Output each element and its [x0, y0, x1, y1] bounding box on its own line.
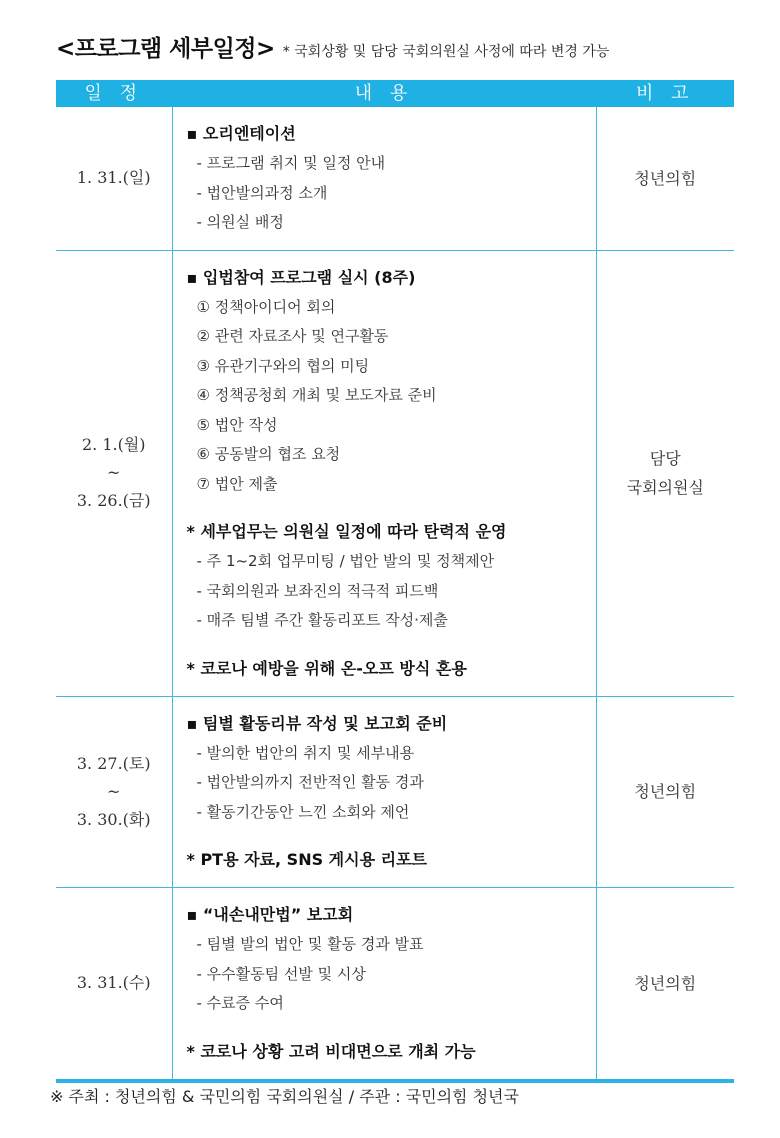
table-row [56, 888, 734, 1081]
header-content: 내 용 [172, 80, 596, 107]
schedule-remark [596, 107, 734, 250]
schedule-content [172, 107, 596, 250]
block-spacer [187, 1019, 596, 1037]
date-line: 3. 27.(토) [76, 753, 151, 773]
content-item: - 활동기간동안 느낀 소회와 제언 [196, 802, 410, 821]
content-item: - 우수활동팀 선발 및 시상 [196, 964, 366, 983]
schedule-note: * 국회상황 및 담당 국회의원실 사정에 따라 변경 가능 [282, 44, 610, 60]
schedule-date [56, 107, 172, 250]
content-item: - 의원실 배정 [196, 213, 284, 231]
table-row [56, 107, 734, 250]
content-heading: ▪ “내손내만법” 보고회 [186, 905, 354, 924]
schedule-date [56, 696, 172, 888]
date-line: ~ [107, 463, 121, 482]
content-item: ⑤ 법안 작성 [196, 415, 278, 434]
schedule-content [172, 888, 596, 1081]
content-item: - 프로그램 취지 및 일정 안내 [196, 154, 386, 172]
date-line: 3. 31.(수) [76, 973, 151, 993]
page-title: <프로그램 세부일정> [56, 36, 275, 62]
table-header-row [56, 80, 734, 107]
date-line: 2. 1.(월) [81, 435, 146, 454]
date-line: 3. 26.(금) [76, 491, 151, 510]
schedule-remark [596, 696, 734, 888]
content-item: ⑥ 공동발의 협조 요청 [196, 445, 341, 463]
table-row [56, 250, 734, 696]
content-item: - 팀별 발의 법안 및 활동 경과 발표 [196, 935, 424, 953]
content-heading: ▪ 입법참여 프로그램 실시 (8주) [186, 267, 416, 287]
header-date: 일 정 [56, 80, 172, 107]
content-heading: * 코로나 예방을 위해 온-오프 방식 혼용 [186, 658, 467, 678]
remark-line: 담당 [649, 449, 681, 468]
content-item: - 수료증 수여 [196, 994, 284, 1012]
block-spacer [187, 827, 596, 845]
schedule-remark [596, 250, 734, 696]
title-row [56, 30, 609, 63]
content-item: ⑦ 법안 제출 [196, 474, 278, 493]
content-item: - 법안발의까지 전반적인 활동 경과 [196, 773, 424, 791]
content-heading: ▪ 팀별 활동리뷰 작성 및 보고회 준비 [186, 713, 448, 733]
content-heading: * PT용 자료, SNS 게시용 리포트 [186, 850, 427, 869]
remark-line: 청년의힘 [634, 973, 697, 993]
schedule-remark [596, 888, 734, 1081]
schedule-content [172, 250, 596, 696]
block-spacer [187, 636, 596, 654]
content-item: - 주 1~2회 업무미팅 / 법안 발의 및 정책제안 [196, 552, 495, 570]
content-item: ③ 유관기구와의 협의 미팅 [196, 356, 370, 375]
header-remark: 비 고 [596, 80, 734, 107]
content-heading: ▪ 오리엔테이션 [186, 124, 296, 143]
content-item: - 매주 팀별 주간 활동리포트 작성·제출 [196, 611, 448, 629]
content-item: ② 관련 자료조사 및 연구활동 [196, 327, 389, 345]
content-item: ④ 정책공청회 개최 및 보도자료 준비 [196, 386, 437, 404]
remark-line: 국회의원실 [626, 478, 704, 497]
content-item: - 법안발의과정 소개 [196, 183, 328, 202]
remark-line: 청년의힘 [634, 168, 697, 188]
content-heading: * 세부업무는 의원실 일정에 따라 탄력적 운영 [186, 522, 507, 541]
content-item: ① 정책아이디어 회의 [196, 297, 336, 316]
content-heading: * 코로나 상황 고려 비대면으로 개최 가능 [186, 1041, 476, 1061]
remark-line: 청년의힘 [634, 782, 697, 802]
date-line: ~ [107, 781, 121, 801]
content-item: - 국회의원과 보좌진의 적극적 피드백 [196, 581, 439, 600]
block-spacer [187, 499, 596, 517]
table-row [56, 696, 734, 888]
schedule-date [56, 888, 172, 1081]
date-line: 1. 31.(일) [76, 168, 151, 188]
schedule-content [172, 696, 596, 888]
schedule-date [56, 250, 172, 696]
date-line: 3. 30.(화) [76, 809, 151, 829]
footer-note: ※ 주최 : 청년의힘 & 국민의힘 국회의원실 / 주관 : 국민의힘 청년국 [50, 1087, 519, 1106]
schedule-table [56, 80, 734, 1083]
content-item: - 발의한 법안의 취지 및 세부내용 [196, 743, 415, 762]
